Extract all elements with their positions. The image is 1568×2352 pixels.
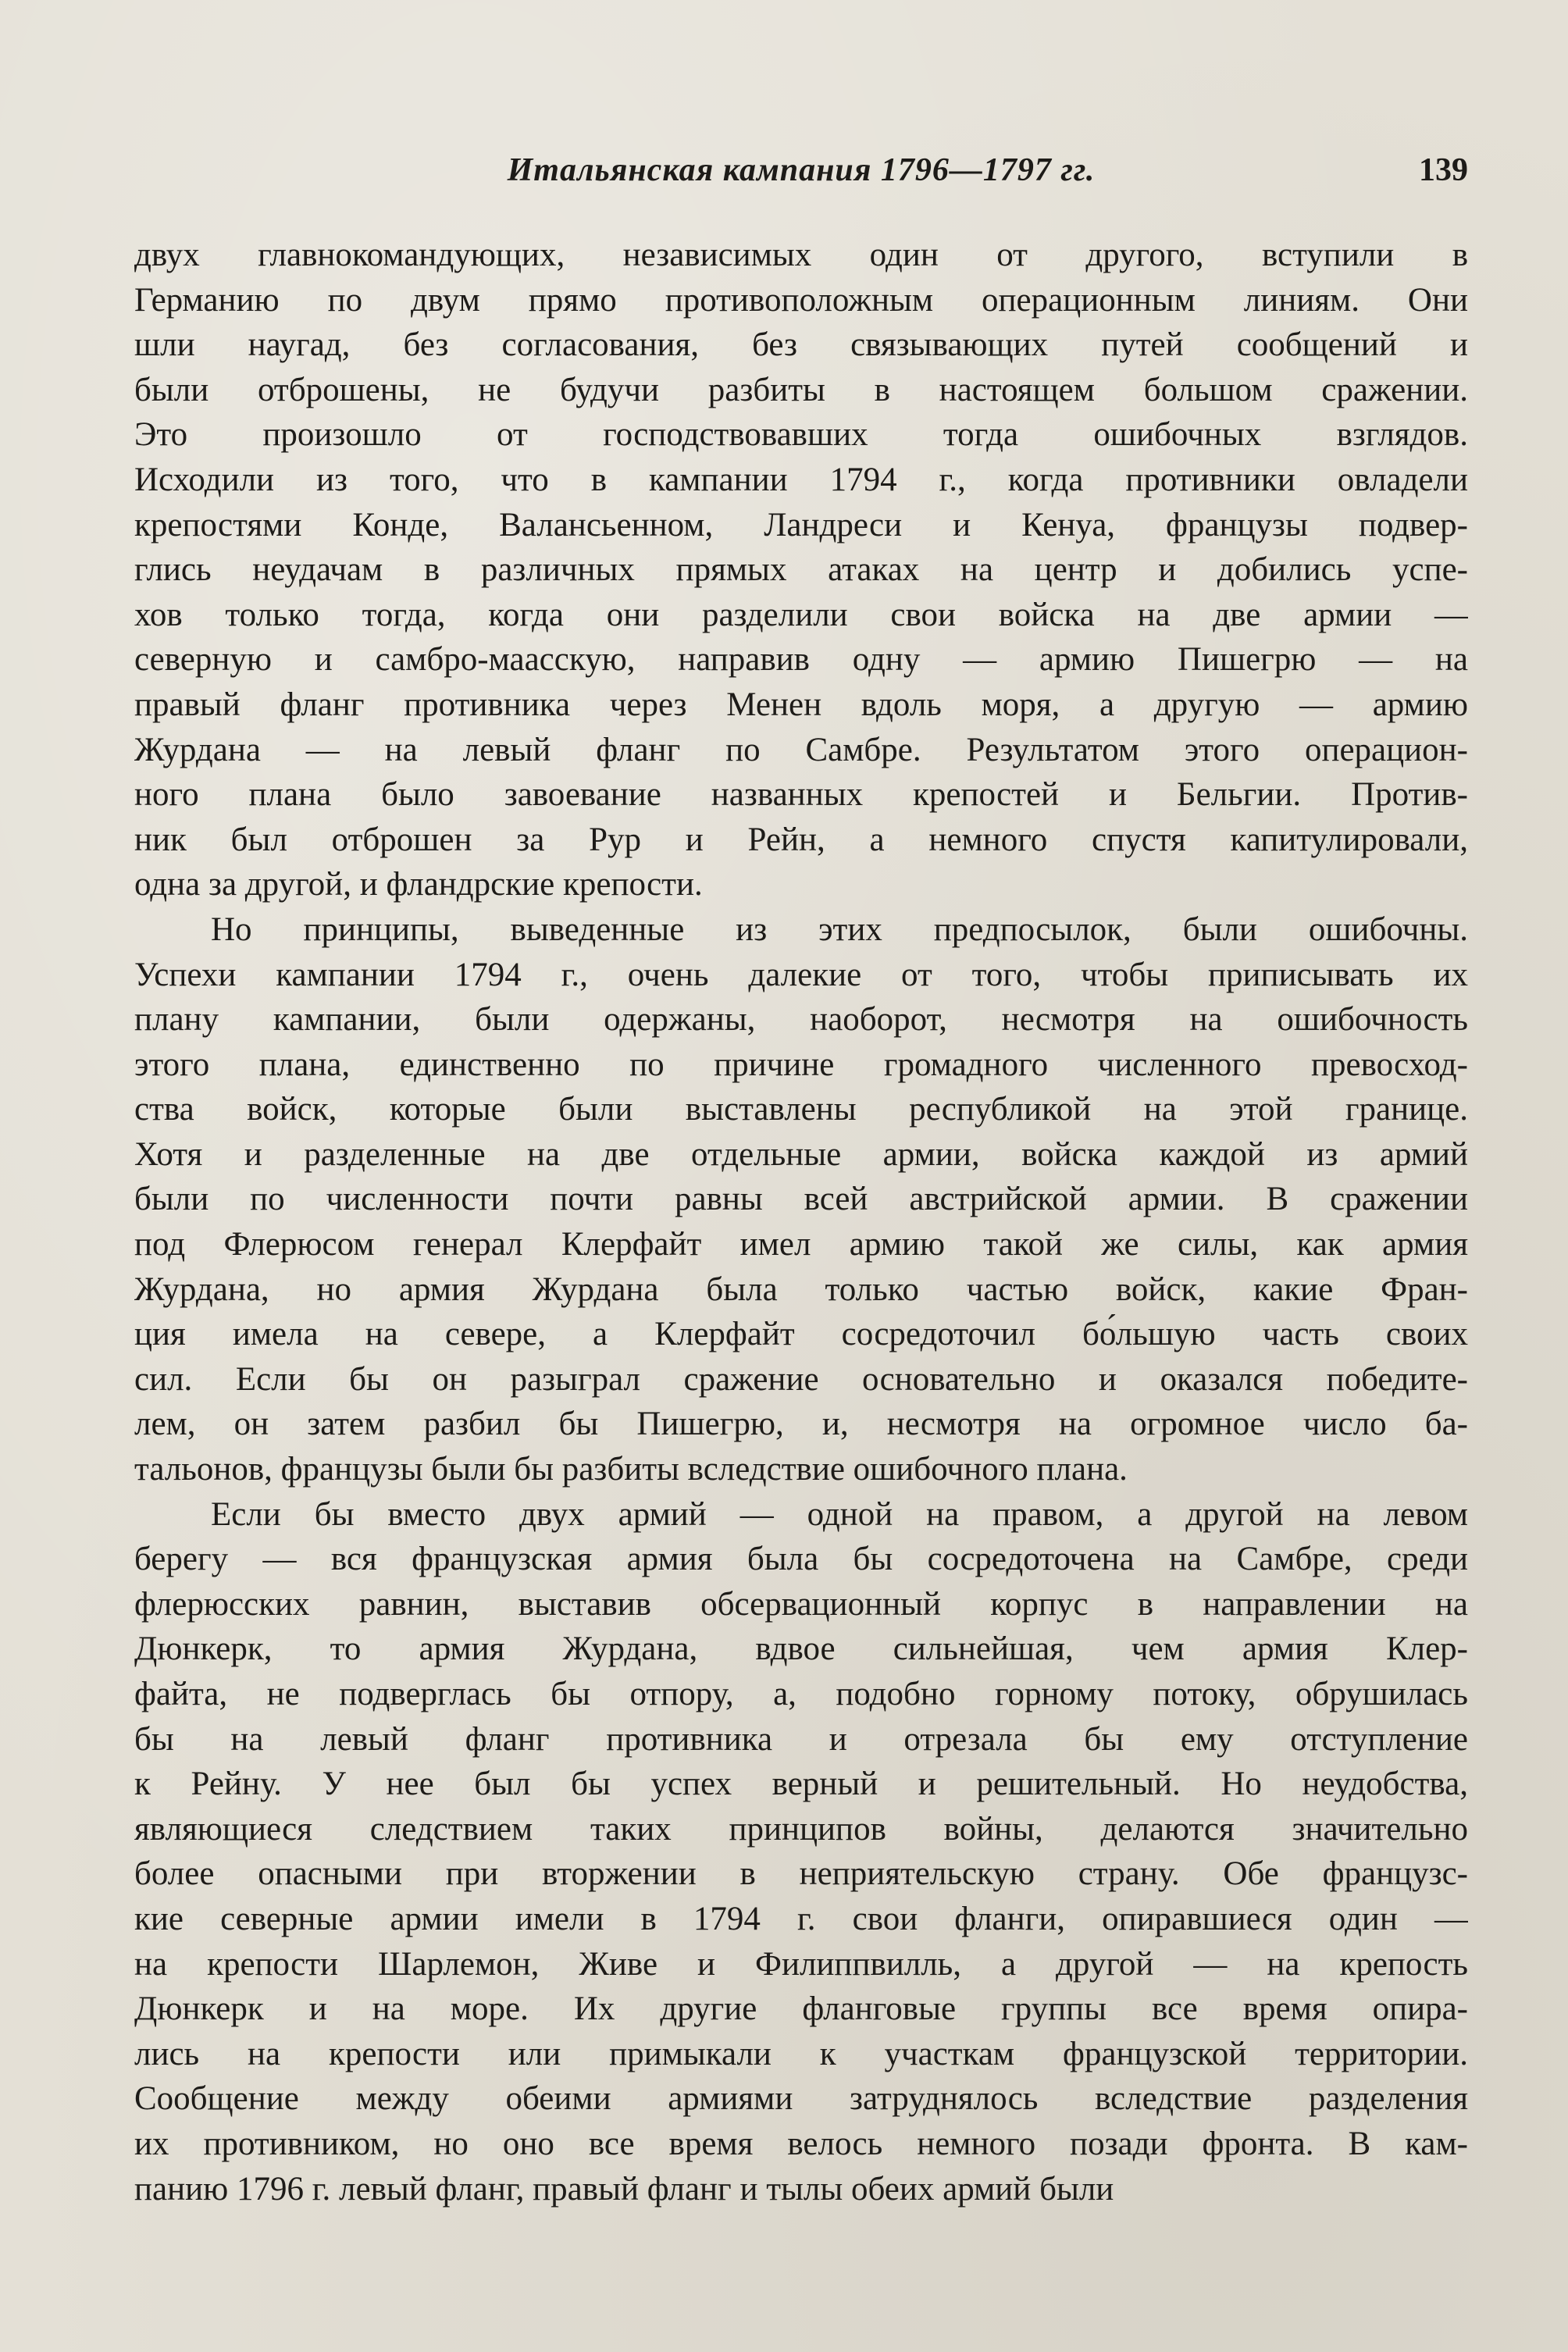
text-line: ного плана было завоевание названных крепостей и Бельгии. Против- bbox=[134, 776, 1468, 814]
text-line: двух главнокомандующих, независимых один от другого, вступили в bbox=[134, 237, 1468, 273]
text-line: Дюнкерк, то армия Журдана, вдвое сильнейшая, чем армия Клер- bbox=[134, 1630, 1468, 1668]
text-line: более опасными при вторжении в неприятельскую страну. Обе французс- bbox=[134, 1855, 1468, 1893]
text-line: Но принципы, выведенные из этих предпосылок, были ошибочны. bbox=[211, 911, 1468, 948]
text-line: ства войск, которые были выставлены республикой на этой границе. bbox=[134, 1091, 1468, 1128]
text-line: берегу — вся французская армия была бы сосредоточена на Самбре, среди bbox=[134, 1541, 1468, 1578]
running-head-title: Итальянская кампания 1796—1797 гг. bbox=[507, 152, 1096, 188]
text-line: хов только тогда, когда они разделили свои войска на две армии — bbox=[134, 596, 1468, 633]
text-line: Успехи кампании 1794 г., очень далекие от того, чтобы приписывать их bbox=[134, 956, 1468, 993]
text-line: шли наугад, без согласования, без связывающих путей сообщений и bbox=[134, 326, 1468, 364]
paragraph bbox=[134, 907, 1468, 1492]
text-line: бы на левый фланг противника и отрезала бы ему отступление bbox=[134, 1720, 1468, 1758]
text-line: этого плана, единственно по причине громадного численного превосход- bbox=[134, 1046, 1468, 1083]
text-line: на крепости Шарлемон, Живе и Филиппвилль, а другой — на крепость bbox=[134, 1945, 1468, 1983]
text-line: Журдана — на левый фланг по Самбре. Результатом этого операцион- bbox=[134, 731, 1468, 768]
text-line: Сообщение между обеими армиями затруднялось вследствие разделения bbox=[134, 2080, 1468, 2118]
text-line: ция имела на севере, а Клерфайт сосредоточил бо́льшую часть своих bbox=[134, 1316, 1468, 1353]
text-line: кие северные армии имели в 1794 г. свои фланги, опиравшиеся один — bbox=[134, 1900, 1468, 1937]
text-line: были отброшены, не будучи разбиты в настоящем большом сражении. bbox=[134, 371, 1468, 408]
text-line: к Рейну. У нее был бы успех верный и решительный. Но неудобства, bbox=[134, 1766, 1468, 1803]
text-line: Журдана, но армия Журдана была только частью войск, какие Фран- bbox=[134, 1270, 1468, 1308]
text-line: Германию по двум прямо противоположным операционным линиям. Они bbox=[134, 281, 1468, 319]
page-number: 139 bbox=[1419, 152, 1468, 188]
text-line: крепостями Конде, Валансьенном, Ландреси и Кенуа, французы подвер- bbox=[134, 506, 1468, 543]
text-line: Хотя и разделенные на две отдельные армии, войска каждой из армий bbox=[134, 1135, 1468, 1173]
text-line: лем, он затем разбил бы Пишегрю, и, несмотря на огромное число ба- bbox=[134, 1406, 1468, 1443]
text-line: Дюнкерк и на море. Их другие фланговые группы все время опира- bbox=[134, 1990, 1468, 2028]
text-line: Это произошло от господствовавших тогда ошибочных взглядов. bbox=[134, 416, 1468, 454]
text-line: являющиеся следствием таких принципов войны, делаются значительно bbox=[134, 1810, 1468, 1848]
text-line: Исходили из того, что в кампании 1794 г., когда противники овладели bbox=[134, 461, 1468, 498]
text-line: под Флерюсом генерал Клерфайт имел армию такой же силы, как армия bbox=[134, 1226, 1468, 1263]
text-line: лись на крепости или примыкали к участкам французской территории. bbox=[134, 2035, 1468, 2072]
text-line: плану кампании, были одержаны, наоборот, несмотря на ошибочность bbox=[134, 1001, 1468, 1039]
text-line: файта, не подверглась бы отпору, а, подобно горному потоку, обрушилась bbox=[134, 1676, 1468, 1712]
text-line: флерюсских равнин, выставив обсервационный корпус в направлении на bbox=[134, 1585, 1468, 1623]
text-line: сил. Если бы он разыграл сражение основательно и оказался победите- bbox=[134, 1360, 1468, 1398]
paragraph bbox=[134, 233, 1468, 907]
text-line: одна за другой, и фландрские крепости. bbox=[134, 866, 703, 903]
text-line: были по численности почти равны всей австрийской армии. В сражении bbox=[134, 1181, 1468, 1218]
body-text bbox=[134, 233, 1468, 2211]
text-line: тальонов, французы были бы разбиты вследствие ошибочного плана. bbox=[134, 1451, 1128, 1488]
text-line: правый фланг противника через Менен вдоль моря, а другую — армию bbox=[134, 686, 1468, 723]
text-line: ник был отброшен за Рур и Рейн, а немного спустя капитулировали, bbox=[134, 821, 1468, 858]
text-line: Если бы вместо двух армий — одной на правом, а другой на левом bbox=[211, 1495, 1468, 1533]
text-line: панию 1796 г. левый фланг, правый фланг и тылы обеих армий были bbox=[134, 2170, 1114, 2208]
text-line: их противником, но оно все время велось немного позади фронта. В кам- bbox=[134, 2125, 1468, 2162]
text-line: северную и самбро-маасскую, направив одну — армию Пишегрю — на bbox=[134, 641, 1468, 679]
running-head bbox=[134, 147, 1468, 194]
paragraph bbox=[134, 1492, 1468, 2212]
text-line: глись неудачам в различных прямых атаках на центр и добились успе- bbox=[134, 551, 1468, 589]
